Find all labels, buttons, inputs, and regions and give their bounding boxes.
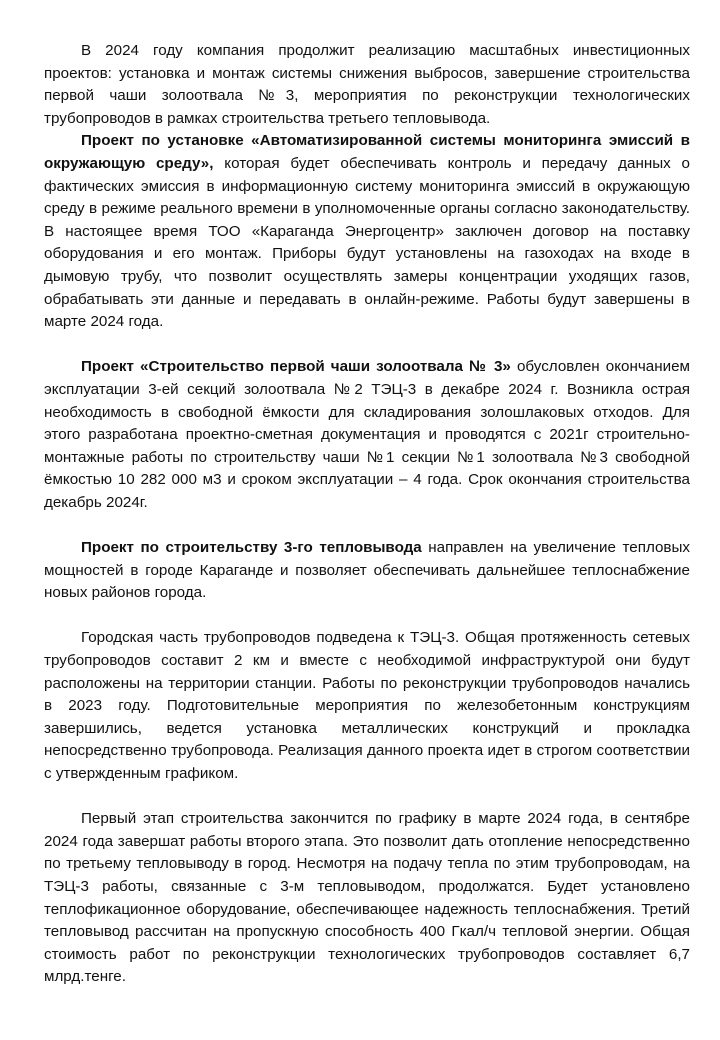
paragraph-ash-dump [44,356,690,514]
paragraph-heading: Проект по установке «Автоматизированной системы мониторинга эмиссий в окружающую среду», [44,132,690,172]
paragraph-text: направлен на увеличение тепловых мощностей в городе Караганде и позволяет обеспечивать дальнейшее теплоснабжение новых районов города. [44,539,690,602]
paragraph-text: Городская часть трубопроводов подведена к ТЭЦ-3. Общая протяженность сетевых трубопроводов составит 2 км и вместе с необходимой инфраструктурой они будут расположены на территории станции. Работы по реконструкции трубопроводов начались в 2023 году. Подготовительные мероприятия по железобетонным конструкциям завершились, ведется установка металлических конструкций и прокладка непосредственно трубопровода. Реализация данного проекта идет в строгом соответствии с утвержденным графиком. [44,629,690,782]
paragraph-text: В 2024 году компания продолжит реализацию масштабных инвестиционных проектов: установка и монтаж системы снижения выбросов, завершение строительства первой чаши золоотвала №3, мероприятия по реконструкции технологических трубопроводов в рамках строительства третьего тепловывода. [44,42,690,127]
paragraph-pipelines [44,627,690,785]
paragraph-text: Первый этап строительства закончится по графику в марте 2024 года, в сентябре 2024 года завершат работы второго этапа. Это позволит дать отопление непосредственно по третьему тепловыводу в город. Несмотря на подачу тепла по этим трубопроводам, на ТЭЦ-3 работы, связанные с 3-м тепловыводом, продолжатся. Будет установлено теплофикационное оборудование, обеспечивающее надежность теплоснабжения. Третий тепловывод рассчитан на пропускную способность 400 Гкал/ч тепловой энергии. Общая стоимость работ по реконструкции технологических трубопроводов составляет 6,7 млрд.тенге. [44,810,690,986]
paragraph-heat-outlet [44,537,690,605]
paragraph-heading: Проект по строительству 3-го тепловывода [81,539,422,557]
paragraph-investment-overview [44,40,690,130]
paragraph-spacer [44,605,690,628]
paragraph-text: обусловлен окончанием эксплуатации 3-ей секций золоотвала №2 ТЭЦ-3 в декабре 2024 г. Возникла острая необходимость в свободной ёмкости для складирования золошлаковых отходов. Для этого разработана проектно-сметная документация и проводятся с 2021г строительно-монтажные работы по строительству чаши №1 секции №1 золоотвала №3 свободной ёмкостью 10 282 000 м3 и сроком эксплуатации – 4 года. Срок окончания строительства декабрь 2024г. [44,358,690,511]
paragraph-construction-stages [44,808,690,989]
paragraph-text: которая будет обеспечивать контроль и передачу данных о фактических эмиссия в информационную систему мониторинга эмиссий в окружающую среду в режиме реального времени в уполномоченные органы согласно законодательству. В настоящее время ТОО «Караганда Энергоцентр» заключен договор на поставку оборудования и его монтаж. Приборы будут установлены на газоходах на входе в дымовую трубу, что позволит осуществлять замеры концентрации уходящих газов, обрабатывать эти данные и передавать в онлайн-режиме. Работы будут завершены в марте 2024 года. [44,154,690,331]
paragraph-spacer [44,514,690,537]
paragraph-heading: Проект «Строительство первой чаши золоотвала № 3» [81,358,511,376]
document-page [44,40,690,989]
paragraph-spacer [44,786,690,809]
paragraph-emission-monitoring [44,130,690,333]
paragraph-spacer [44,334,690,357]
